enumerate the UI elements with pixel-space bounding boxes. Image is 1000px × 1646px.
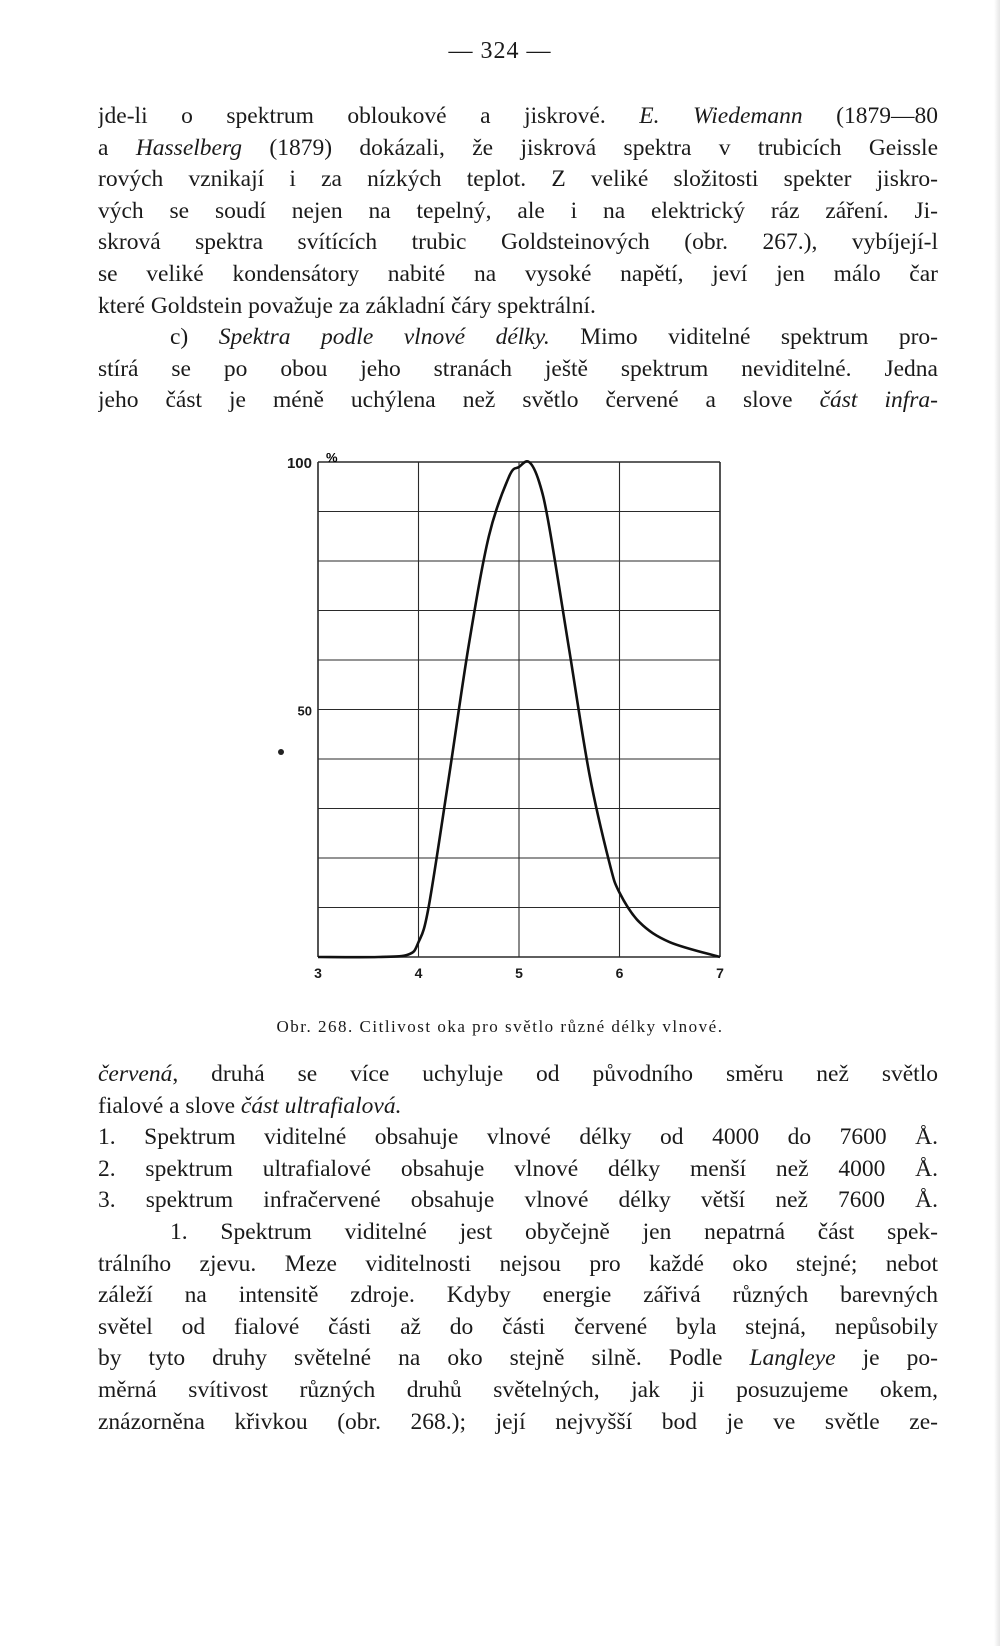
text-segment: rových vznikají i za nízkých teplot. Z veliké složitosti spekter jiskro- [98,166,938,193]
italic-text: E. Wiedemann [639,103,803,129]
text-segment: jeho část je méně uchýlena než světlo červené a slove [98,387,820,414]
y-tick-labels [287,455,312,719]
text-segment: a [98,134,136,161]
text-line [98,1343,938,1375]
text-line [98,1312,938,1344]
italic-text: část ultrafialová. [240,1092,402,1119]
text-segment: 1. Spektrum viditelné jest obyčejně jen nepatrná část spek- [170,1218,938,1245]
x-tick-labels [314,965,724,981]
text-segment: (1879—80 [802,103,938,129]
x-tick-label: 5 [515,965,523,981]
text-segment: 3. spektrum infračervené obsahuje vlnové délky větší než 7600 Å. [98,1187,938,1214]
text-segment: jde-li o spektrum obloukové a jiskrové. [98,103,640,129]
text-segment: trálního zjevu. Meze viditelnosti nejsou pro každé oko stejné; nebot [98,1250,938,1277]
text-line [98,1059,938,1091]
italic-text: červená [98,1061,173,1087]
text-line [98,1122,938,1154]
italic-text: Spektra podle vlnové délky. [218,324,550,351]
text-segment: které Goldstein považuje za základní čáry spektrální. [98,292,596,319]
text-line [98,1407,938,1439]
text-line [98,1217,938,1249]
page-edge-shadow [994,0,1000,1646]
text-line [98,1249,938,1281]
text-segment: znázorněna křivkou (obr. 268.); její nejvyšší bod je ve světle ze- [98,1408,938,1435]
chart-grid [318,462,720,957]
text-segment: vých se soudí nejen na tepelný, ale i na elektrický ráz záření. Ji- [98,197,938,224]
text-line [98,1185,938,1217]
y-tick-label: 100 [286,455,312,472]
text-segment: fialové a slove [98,1092,241,1119]
x-tick-label: 6 [615,965,624,981]
x-tick-label: 3 [314,965,322,981]
text-segment: je po- [835,1345,938,1372]
x-tick-label: 7 [716,965,724,981]
caption-text: Obr. 268. Citlivost oka pro světlo různé délky vlnové. [276,1017,724,1036]
text-segment: 1. Spektrum viditelné obsahuje vlnové délky od 4000 do 7600 Å. [98,1124,938,1151]
text-line [98,1375,938,1407]
text-segment: se veliké kondensátory nabité na vysoké napětí, jeví jen málo čar [98,260,938,287]
page-number: — 324 — [448,38,552,64]
text-segment: (1879) dokázali, že jiskrová spektra v trubicích Geissle [242,134,938,161]
text-segment: světel od fialové části až do části červené byla stejná, nepůsobily [98,1313,938,1340]
text-segment: c) [170,324,219,351]
y-tick-label: 50 [297,703,312,719]
italic-text: Hasselberg [135,134,242,161]
scan-speck [278,749,284,755]
text-segment: záleží na intensitě zdroje. Kdyby energie zářivá různých barevných [98,1282,938,1309]
figure-caption [0,1017,1000,1037]
text-segment: by tyto druhy světelné na oko stejně silně. Podle [98,1345,750,1372]
text-line [98,1154,938,1186]
text-segment: Mimo viditelné spektrum pro- [549,324,938,351]
text-line [98,1091,938,1123]
text-line [98,1280,938,1312]
text-segment: 2. spektrum ultrafialové obsahuje vlnové délky menší než 4000 Å. [98,1155,938,1182]
text-segment: měrná svítivost různých druhů světelných, jak ji posuzujeme okem, [98,1376,938,1403]
text-segment: , druhá se více uchyluje od původního směru než světlo [172,1061,938,1087]
y-unit-label: % [326,450,338,465]
italic-text: Langleye [749,1345,836,1372]
italic-text: část infra- [819,387,938,414]
x-tick-label: 4 [414,965,423,981]
paragraph-bottom [98,1059,938,1438]
text-segment: skrová spektra svítících trubic Goldsteinových (obr. 267.), vybíjejí-l [98,229,938,256]
text-segment: stírá se po obou jeho stranách ještě spektrum neviditelné. Jedna [98,355,938,382]
